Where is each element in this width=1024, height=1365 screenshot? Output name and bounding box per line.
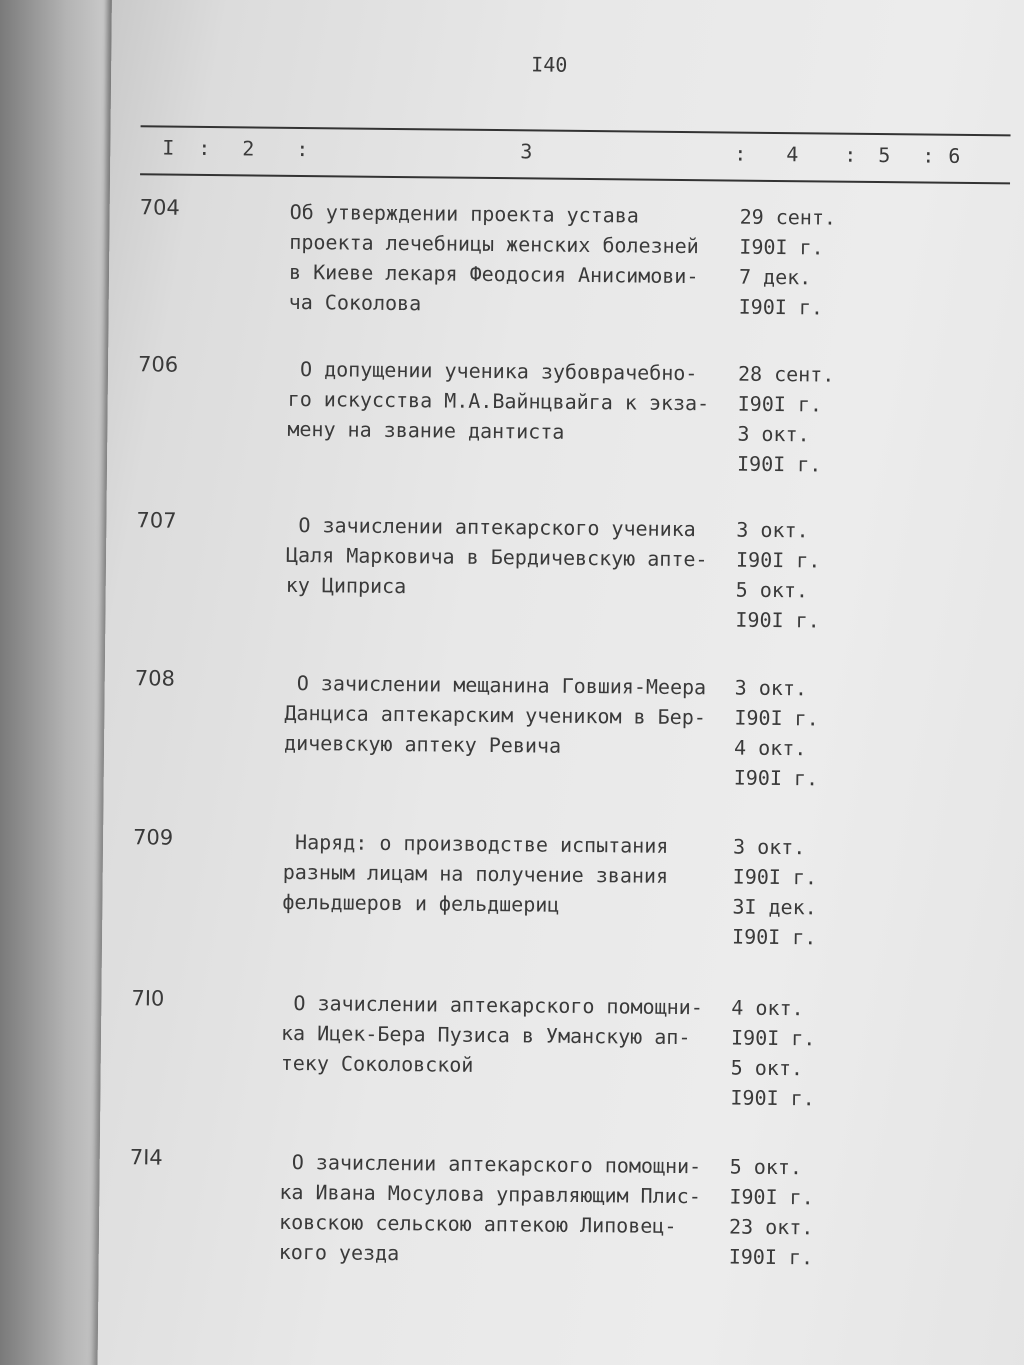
end-date: 5 окт.: [730, 1055, 804, 1081]
description-line: ка Ивана Мосулова управляющим Плис-: [279, 1179, 701, 1209]
header-rule-bottom: [140, 173, 1010, 184]
description-line: Цаля Марковича в Бердичевскую апте-: [285, 542, 708, 572]
entry-description: [284, 668, 735, 763]
entry-number: 709: [133, 825, 174, 850]
start-date: 3 окт.: [734, 675, 808, 701]
entry-number: 7I0: [131, 986, 165, 1011]
column-number-6: 6: [948, 143, 961, 168]
description-line: О зачислении аптекарского помощни-: [279, 1149, 702, 1179]
end-year: I90I г.: [735, 607, 820, 633]
entry-dates: [732, 832, 863, 953]
entry-number: 707: [136, 508, 177, 533]
start-year: I90I г.: [730, 1025, 816, 1051]
entry-description: [289, 197, 740, 322]
description-line: О зачислении аптекарского помощни-: [281, 990, 703, 1020]
start-date: 5 окт.: [729, 1154, 803, 1180]
start-year: I90I г.: [737, 391, 823, 417]
entry-dates: [734, 673, 865, 794]
description-line: Наряд: о производстве испытания: [282, 829, 669, 858]
end-date: 4 окт.: [733, 735, 807, 761]
description-line: проекта лечебницы женских болезней: [289, 229, 699, 259]
description-line: ковскою сельскою аптекою Липовец-: [278, 1209, 677, 1238]
end-date: 7 дек.: [738, 264, 812, 290]
description-line: го искусства М.А.Вайнцвайга к экза-: [287, 386, 710, 416]
entry-description: [279, 1147, 730, 1272]
description-line: ку Циприса: [285, 572, 407, 599]
description-line: О зачислении мещанина Говшия-Меера: [284, 670, 707, 700]
description-line: мену на звание дантиста: [287, 416, 565, 444]
entry-number: 708: [134, 666, 176, 691]
entry-dates: [739, 202, 870, 323]
description-line: теку Соколовской: [280, 1050, 474, 1077]
column-separator: :: [922, 143, 935, 168]
start-year: I90I г.: [729, 1184, 814, 1210]
start-year: I90I г.: [734, 705, 819, 731]
description-line: О допущении ученика зубоврачебно-: [287, 356, 698, 386]
entry-description: [286, 510, 737, 605]
description-line: ка Ицек-Бера Пузиса в Уманскую ап-: [280, 1020, 691, 1050]
start-year: I90I г.: [739, 234, 824, 260]
description-line: дичевскую аптеку Ревича: [284, 730, 562, 758]
end-year: I90I г.: [731, 924, 817, 950]
column-separator: :: [844, 142, 857, 167]
end-year: I90I г.: [730, 1085, 815, 1111]
entry-description: [287, 354, 738, 449]
end-year: I90I г.: [733, 765, 819, 791]
document-page: [97, 0, 1024, 1365]
description-line: кого уезда: [278, 1239, 400, 1266]
page-number: I40: [531, 52, 568, 77]
entry-description: [281, 988, 732, 1083]
start-date: 29 сент.: [739, 204, 837, 230]
end-date: 23 окт.: [728, 1214, 814, 1240]
start-date: 3 окт.: [736, 517, 809, 543]
end-date: 3 окт.: [737, 421, 810, 447]
start-year: I90I г.: [732, 864, 818, 890]
start-date: 3 окт.: [732, 834, 806, 860]
end-date: 3I дек.: [732, 894, 817, 920]
description-line: О зачислении аптекарского ученика: [286, 512, 696, 542]
column-number-1: I: [162, 135, 175, 160]
end-date: 5 окт.: [735, 577, 809, 603]
header-rule-top: [141, 125, 1011, 136]
start-date: 28 сент.: [737, 361, 835, 387]
entry-number: 704: [139, 195, 180, 220]
column-number-2: 2: [242, 136, 255, 161]
column-separator: :: [734, 141, 747, 166]
entry-dates: [729, 1152, 860, 1273]
end-year: I90I г.: [736, 451, 822, 477]
description-line: разным лицам на получение звания: [282, 859, 669, 888]
description-line: Об утверждении проекта устава: [289, 199, 639, 228]
description-line: ча Соколова: [288, 289, 422, 316]
column-number-3: 3: [520, 139, 533, 164]
entry-number: 7I4: [129, 1145, 163, 1170]
start-date: 4 окт.: [731, 995, 804, 1021]
entry-dates: [737, 359, 868, 480]
end-year: I90I г.: [728, 1244, 814, 1270]
description-line: Данциса аптекарским учеником в Бер-: [284, 700, 706, 730]
start-year: I90I г.: [735, 547, 821, 573]
description-line: в Киеве лекаря Феодосия Анисимови-: [288, 259, 699, 289]
column-number-4: 4: [786, 142, 799, 167]
end-year: I90I г.: [738, 294, 824, 320]
column-separator: :: [198, 135, 211, 161]
entry-dates: [735, 515, 866, 636]
entry-dates: [730, 993, 861, 1114]
entry-number: 706: [137, 352, 179, 377]
column-number-5: 5: [878, 143, 891, 168]
column-separator: :: [296, 136, 309, 162]
description-line: фельдшеров и фельдшериц: [282, 889, 560, 917]
entry-description: [282, 827, 733, 922]
